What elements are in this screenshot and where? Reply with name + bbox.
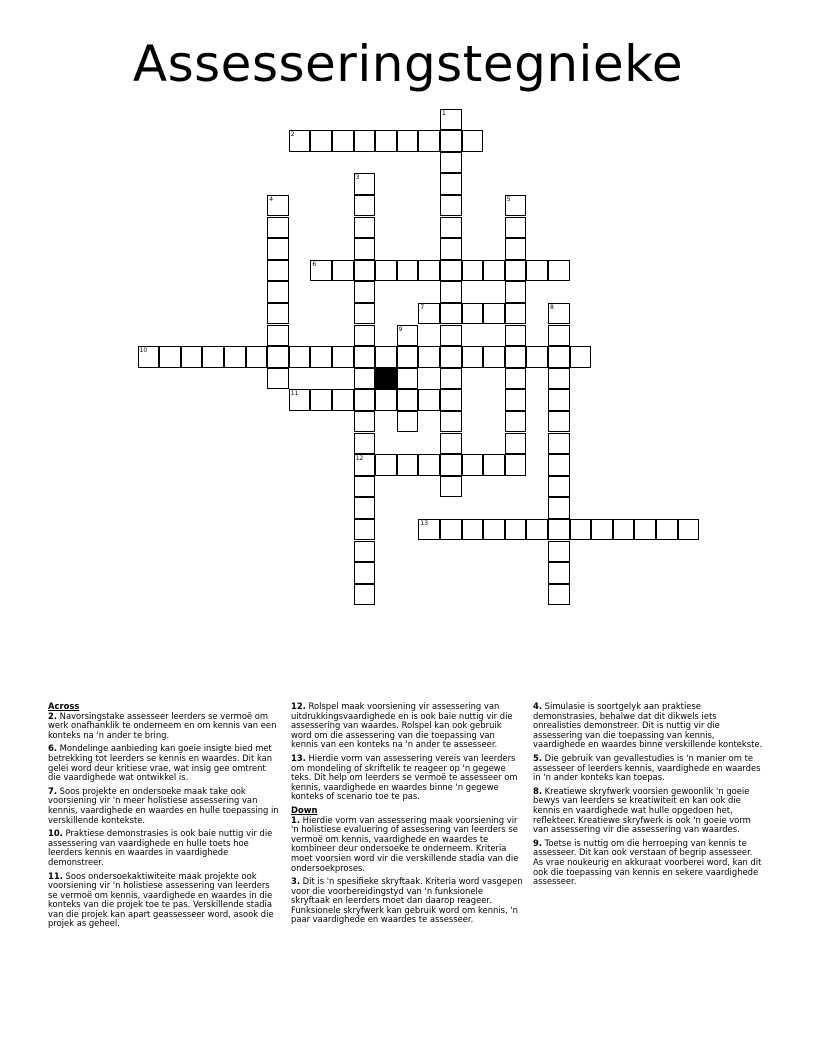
clue-number: 2. <box>48 710 58 721</box>
clue-item <box>533 702 765 750</box>
cell-number: 13 <box>420 519 429 527</box>
clue-item <box>533 839 765 887</box>
grid-cell[interactable] <box>548 562 570 584</box>
grid-cell[interactable] <box>375 389 397 411</box>
grid-cell[interactable] <box>332 130 354 152</box>
grid-cell[interactable] <box>354 195 376 217</box>
grid-cell[interactable] <box>354 433 376 455</box>
grid-cell[interactable] <box>634 519 656 541</box>
grid-cell[interactable] <box>505 238 527 260</box>
grid-cell[interactable] <box>289 130 311 152</box>
grid-cell[interactable] <box>548 389 570 411</box>
grid-cell[interactable] <box>181 346 203 368</box>
grid-cell[interactable] <box>289 389 311 411</box>
grid-cell[interactable] <box>570 519 592 541</box>
clue-number: 10. <box>48 828 63 839</box>
grid-cell[interactable] <box>354 368 376 390</box>
clue-number: 3. <box>291 876 301 887</box>
grid-cell[interactable] <box>613 519 635 541</box>
grid-cell[interactable] <box>548 433 570 455</box>
grid-cell[interactable] <box>375 130 397 152</box>
clue-item <box>533 787 765 835</box>
cell-number: 7 <box>420 303 425 311</box>
grid-cell[interactable] <box>505 519 527 541</box>
clue-text: Hierdie vorm van assessering maak voorsiening vir 'n holistiese evaluering of assessering van leerders se vermoë om kennis, vaardighede en waardes te kombineer deur ondersoeke te onderneem. Kriteria moet voorsien word vir die verskillende stadia van die ondersoekproses. <box>291 814 519 873</box>
grid-cell[interactable] <box>354 519 376 541</box>
clue-text: Die gebruik van gevallestudies is 'n manier om te assesseer of leerders kennis, vaardighede en waardes in 'n ander konteks kan toepas. <box>533 752 761 783</box>
clue-text: Toetse is nuttig om die herroeping van kennis te assesseer. Dit kan ook verstaan of begrip assesseer. As vrae noukeurig en akkuraat voorberei word, kan dit ook die toepassing van kennis en sekere vaardighede assesseer. <box>533 837 762 887</box>
grid-cell[interactable] <box>418 519 440 541</box>
clue-number: 6. <box>48 743 58 754</box>
across-heading: Across <box>48 701 80 711</box>
grid-cell[interactable] <box>397 368 419 390</box>
grid-cell[interactable] <box>267 346 289 368</box>
grid-cell[interactable] <box>267 260 289 282</box>
grid-cell[interactable] <box>656 519 678 541</box>
clue-item <box>48 744 280 782</box>
grid-cell[interactable] <box>354 217 376 239</box>
cell-number: 8 <box>550 303 554 311</box>
grid-cell[interactable] <box>440 476 462 498</box>
grid-cell[interactable] <box>267 217 289 239</box>
grid-cell[interactable] <box>397 260 419 282</box>
grid-cell[interactable] <box>462 519 484 541</box>
grid-cell[interactable] <box>440 217 462 239</box>
grid-cell[interactable] <box>548 368 570 390</box>
grid-cell[interactable] <box>505 260 527 282</box>
grid-cell[interactable] <box>354 584 376 606</box>
clue-number: 1. <box>291 814 301 825</box>
grid-cell[interactable] <box>440 389 462 411</box>
grid-cell[interactable] <box>526 346 548 368</box>
clue-text: Hierdie vorm van assessering vereis van leerders om mondeling of skriftelik te reageer op 'n gegewe teks. Dit help om leerders se vermoë te assesseer om kennis, vaardighede en waardes binne 'n gegewe konteks of scenario toe te pas. <box>291 752 518 802</box>
grid-cell[interactable] <box>505 411 527 433</box>
grid-cell[interactable] <box>354 541 376 563</box>
clue-item <box>291 816 523 874</box>
grid-cell[interactable] <box>418 389 440 411</box>
clues-column-2 <box>291 702 523 929</box>
clue-item <box>48 712 280 741</box>
cell-number: 4 <box>269 195 274 203</box>
across-clues-list-continued <box>291 702 523 802</box>
grid-cell[interactable] <box>332 260 354 282</box>
clue-number: 7. <box>48 785 58 796</box>
clue-text: Rolspel maak voorsiening vir assessering van uitdrukkingsvaardighede en is ook baie nuttig vir die assessering van waardes. Rolspel kan ook gebruik word om die assessering van die toepassing van kennis van een konteks na 'n ander te assesseer. <box>291 701 513 750</box>
clues-column-1 <box>48 702 280 933</box>
grid-cell[interactable] <box>397 325 419 347</box>
cell-number: 5 <box>506 195 511 203</box>
grid-cell[interactable] <box>354 325 376 347</box>
grid-cell[interactable] <box>138 346 160 368</box>
grid-cell[interactable] <box>332 346 354 368</box>
grid-cell[interactable] <box>548 584 570 606</box>
grid-cell[interactable] <box>505 454 527 476</box>
grid-cell[interactable] <box>548 476 570 498</box>
grid-cell[interactable] <box>548 346 570 368</box>
grid-cell[interactable] <box>462 346 484 368</box>
grid-cell[interactable] <box>483 346 505 368</box>
clue-text: Simulasie is soortgelyk aan praktiese demonstrasies, behalwe dat dit dikwels iets onrealisties demonstreer. Dit is nuttig vir die assessering van die toepassing van kennis, vaardighede en waardes binne verskillende kontekste. <box>533 701 763 750</box>
cell-number: 10 <box>139 347 148 355</box>
grid-cell[interactable] <box>505 368 527 390</box>
grid-cell[interactable] <box>505 346 527 368</box>
clue-number: 11. <box>48 870 63 881</box>
grid-cell[interactable] <box>570 346 592 368</box>
grid-cell[interactable] <box>354 454 376 476</box>
grid-cell[interactable] <box>354 281 376 303</box>
grid-cell[interactable] <box>440 346 462 368</box>
grid-cell[interactable] <box>397 130 419 152</box>
grid-cell[interactable] <box>354 346 376 368</box>
grid-cell[interactable] <box>267 238 289 260</box>
grid-cell[interactable] <box>462 454 484 476</box>
grid-cell[interactable] <box>224 346 246 368</box>
cell-number: 11 <box>290 390 299 398</box>
grid-cell[interactable] <box>462 303 484 325</box>
grid-cell[interactable] <box>483 303 505 325</box>
grid-cell[interactable] <box>310 130 332 152</box>
grid-cell[interactable] <box>418 130 440 152</box>
cell-number: 3 <box>355 174 360 182</box>
clue-item <box>291 877 523 925</box>
grid-cell[interactable] <box>548 519 570 541</box>
black-cell <box>375 368 397 390</box>
grid-cell[interactable] <box>310 260 332 282</box>
grid-cell[interactable] <box>440 433 462 455</box>
grid-cell[interactable] <box>548 497 570 519</box>
clue-item <box>533 754 765 783</box>
clue-item <box>48 872 280 930</box>
clue-text: Praktiese demonstrasies is ook baie nuttig vir die assessering van vaardighede en hulle toets hoe leerders kennis en waardes in vaardighede demonstreer. <box>48 828 273 867</box>
grid-cell[interactable] <box>354 260 376 282</box>
grid-cell[interactable] <box>354 389 376 411</box>
grid-cell[interactable] <box>310 389 332 411</box>
grid-cell[interactable] <box>267 303 289 325</box>
grid-cell[interactable] <box>505 281 527 303</box>
down-clues-list-continued <box>533 702 765 887</box>
grid-cell[interactable] <box>354 173 376 195</box>
down-clues-list <box>291 816 523 926</box>
grid-cell[interactable] <box>375 260 397 282</box>
grid-cell[interactable] <box>440 454 462 476</box>
clue-text: Mondelinge aanbieding kan goeie insigte bied met betrekking tot leerders se kennis en waardes. Dit kan gelei word deur kritiese vrae, wat insig gee omtrent die vaardighede wat ontwikkel is. <box>48 743 273 783</box>
grid-cell[interactable] <box>440 411 462 433</box>
grid-cell[interactable] <box>548 260 570 282</box>
grid-cell[interactable] <box>202 346 224 368</box>
grid-cell[interactable] <box>548 325 570 347</box>
grid-cell[interactable] <box>267 368 289 390</box>
grid-cell[interactable] <box>354 238 376 260</box>
grid-cell[interactable] <box>375 346 397 368</box>
grid-cell[interactable] <box>440 260 462 282</box>
clue-item <box>291 702 523 750</box>
cell-number: 1 <box>442 109 446 117</box>
grid-cell[interactable] <box>310 346 332 368</box>
grid-cell[interactable] <box>354 476 376 498</box>
grid-cell[interactable] <box>440 238 462 260</box>
grid-cell[interactable] <box>440 152 462 174</box>
down-heading: Down <box>291 804 318 815</box>
grid-cell[interactable] <box>332 389 354 411</box>
cell-number: 2 <box>290 131 295 139</box>
grid-cell[interactable] <box>548 411 570 433</box>
page-title: Assesseringstegnieke <box>132 35 684 93</box>
grid-cell[interactable] <box>505 217 527 239</box>
clue-number: 13. <box>291 752 306 763</box>
grid-cell[interactable] <box>591 519 613 541</box>
grid-cell[interactable] <box>505 303 527 325</box>
clue-number: 4. <box>533 701 543 711</box>
grid-cell[interactable] <box>397 411 419 433</box>
grid-cell[interactable] <box>354 130 376 152</box>
grid-cell[interactable] <box>678 519 700 541</box>
grid-cell[interactable] <box>267 325 289 347</box>
grid-cell[interactable] <box>440 303 462 325</box>
grid-cell[interactable] <box>462 260 484 282</box>
clue-item <box>48 829 280 867</box>
grid-cell[interactable] <box>440 325 462 347</box>
grid-cell[interactable] <box>440 281 462 303</box>
clue-item <box>48 787 280 825</box>
cell-number: 12 <box>355 455 364 463</box>
grid-cell[interactable] <box>397 346 419 368</box>
grid-cell[interactable] <box>418 303 440 325</box>
clue-text: Navorsingstake assesseer leerders se vermoë om werk onafhanklik te onderneem en om kennis van een konteks na 'n ander te bring. <box>48 710 277 740</box>
grid-cell[interactable] <box>483 454 505 476</box>
grid-cell[interactable] <box>505 389 527 411</box>
grid-cell[interactable] <box>159 346 181 368</box>
grid-cell[interactable] <box>354 303 376 325</box>
grid-cell[interactable] <box>418 260 440 282</box>
grid-cell[interactable] <box>548 454 570 476</box>
grid-cell[interactable] <box>440 368 462 390</box>
clue-text: Soos ondersoekaktiwiteite maak projekte ook voorsiening vir 'n holistiese assessering van leerders se vermoë om kennis, vaardighede en waardes in die konteks van die projek toe te pas. Verskillende stadia van die projek kan apart geassesseer word, asook die projek as geheel. <box>48 870 274 929</box>
grid-cell[interactable] <box>267 195 289 217</box>
across-clues-list <box>48 712 280 929</box>
clue-item <box>291 754 523 802</box>
grid-cell[interactable] <box>440 519 462 541</box>
grid-cell[interactable] <box>354 497 376 519</box>
grid-cell[interactable] <box>375 454 397 476</box>
grid-cell[interactable] <box>548 303 570 325</box>
clue-text: Soos projekte en ondersoeke maak take ook voorsiening vir 'n meer holistiese assessering van kennis, vaardighede en waardes en hulle toepassing in verskillende kontekste. <box>48 785 279 825</box>
grid-cell[interactable] <box>548 541 570 563</box>
clue-number: 5. <box>533 752 543 763</box>
clue-text: Dit is 'n spesifieke skryftaak. Kriteria word vasgepen voor die voorbereidingstyd van 'n funksionele skryftaak en leerders moet dan daarop reageer. Funksionele skryfwerk kan gebruik word om kennis, 'n paar vaardighede en waardes te assesseer. <box>291 876 523 925</box>
clue-number: 12. <box>291 701 306 711</box>
grid-cell[interactable] <box>505 433 527 455</box>
grid-cell[interactable] <box>418 454 440 476</box>
grid-cell[interactable] <box>526 519 548 541</box>
clue-number: 8. <box>533 785 543 796</box>
clue-number: 9. <box>533 837 543 848</box>
grid-cell[interactable] <box>440 130 462 152</box>
cell-number: 9 <box>398 325 403 333</box>
clue-text: Kreatiewe skryfwerk voorsien gewoonlik 'n goeie bewys van leerders se kreatiwiteit en kan ook die kennis en vaardighede wat hulle opgedoen het, reflekteer. Kreatiewe skryfwerk is ook 'n goeie vorm van assessering vir die assessering van waardes. <box>533 785 751 835</box>
grid-cell[interactable] <box>246 346 268 368</box>
grid-cell[interactable] <box>505 195 527 217</box>
grid-cell[interactable] <box>354 562 376 584</box>
grid-cell[interactable] <box>289 346 311 368</box>
cell-number: 6 <box>312 260 317 268</box>
clues-column-3 <box>533 702 765 891</box>
grid-cell[interactable] <box>397 389 419 411</box>
grid-cell[interactable] <box>354 411 376 433</box>
grid-cell[interactable] <box>483 260 505 282</box>
grid-cell[interactable] <box>267 281 289 303</box>
grid-cell[interactable] <box>440 173 462 195</box>
grid-cell[interactable] <box>418 346 440 368</box>
grid-cell[interactable] <box>505 325 527 347</box>
grid-cell[interactable] <box>483 519 505 541</box>
grid-cell[interactable] <box>526 260 548 282</box>
grid-cell[interactable] <box>440 195 462 217</box>
grid-cell[interactable] <box>397 454 419 476</box>
grid-cell[interactable] <box>440 109 462 131</box>
grid-cell[interactable] <box>462 130 484 152</box>
